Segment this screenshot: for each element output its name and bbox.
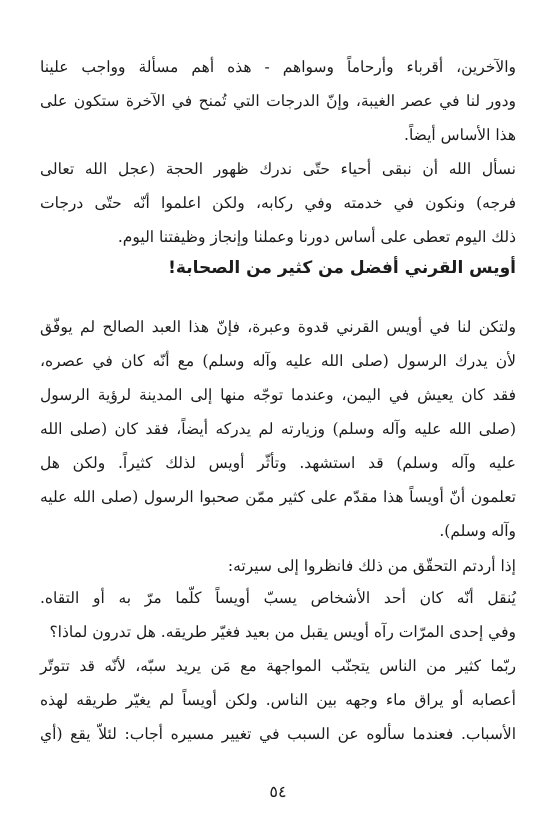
- text-line: نسأل الله أن نبقى أحياء حتّى ندرك ظهور الحجة (عجل الله تعالى: [40, 160, 516, 178]
- section-heading: أويس القرني أفضل من كثير من الصحابة!: [168, 258, 516, 278]
- text-line: لأن يدرك الرسول (صلى الله عليه وآله وسلم) مع أنّه كان في عصره،: [40, 352, 516, 370]
- text-line: هذا الأساس أيضاً.: [404, 126, 516, 144]
- text-line: الأسباب. فعندما سألوه عن السبب في تغيير مسيره أجاب: لئلاّ يقع (أي: [40, 725, 516, 743]
- text-line: (صلى الله عليه وآله وسلم) وزيارته لم يدركه أيضاً، فقد كان (صلى الله: [40, 420, 516, 438]
- paragraph-2: [40, 152, 516, 254]
- text-line: ذلك اليوم تعطى على أساس دورنا وعملنا وإنجاز وظيفتنا اليوم.: [117, 228, 516, 246]
- text-line: وفي إحدى المرّات رآه أويس يقبل من بعيد فغيّر طريقه. هل تدرون لماذا؟: [49, 623, 516, 641]
- paragraph-6: [40, 649, 516, 751]
- paragraph-4: [40, 549, 516, 583]
- text-line: ولتكن لنا في أويس القرني قدوة وعبرة، فإنّ هذا العبد الصالح لم يوفّق: [40, 318, 516, 336]
- text-line: فقد كان يعيش في اليمن، وعندما توجّه منها إلى المدينة لرؤية الرسول: [40, 386, 516, 404]
- paragraph-1: [40, 50, 516, 152]
- text-line: ربّما كثير من الناس يتجنّب المواجهة مع مَن يريد سبّه، لأنّه قد تتوتّر: [40, 657, 516, 675]
- text-line: أعصابه أو يراق ماء وجهه بين الناس. ولكن أويساً لم يغيّر طريقه لهذه: [40, 691, 516, 709]
- text-line: والآخرين، أقرباء وأرحاماً وسواهم - هذه أهم مسألة وواجب علينا: [40, 58, 516, 76]
- paragraph-3: [40, 310, 516, 548]
- paragraph-5: [40, 581, 516, 649]
- text-line: يُنقل أنّه كان أحد الأشخاص يسبّ أويساً كلّما مرّ به أو التقاه.: [40, 589, 516, 607]
- text-line: إذا أردتم التحقّق من ذلك فانظروا إلى سيرته:: [227, 557, 516, 575]
- text-line: عليه وآله وسلم) قد استشهد. وتأثّر أويس لذلك كثيراً. ولكن هل: [40, 454, 516, 472]
- text-line: ودور لنا في عصر الغيبة، وإنّ الدرجات التي تُمنح في الآخرة ستكون على: [40, 92, 516, 110]
- text-line: فرجه) ونكون في خدمته وفي ركابه، ولكن اعلموا أنّه حتّى درجات: [40, 194, 516, 212]
- text-line: تعلمون أنّ أويساً هذا مقدّم على كثير ممّن صحبوا الرسول (صلى الله عليه: [40, 488, 516, 506]
- text-line: وآله وسلم).: [439, 522, 516, 540]
- page-number: ٥٤: [269, 782, 287, 801]
